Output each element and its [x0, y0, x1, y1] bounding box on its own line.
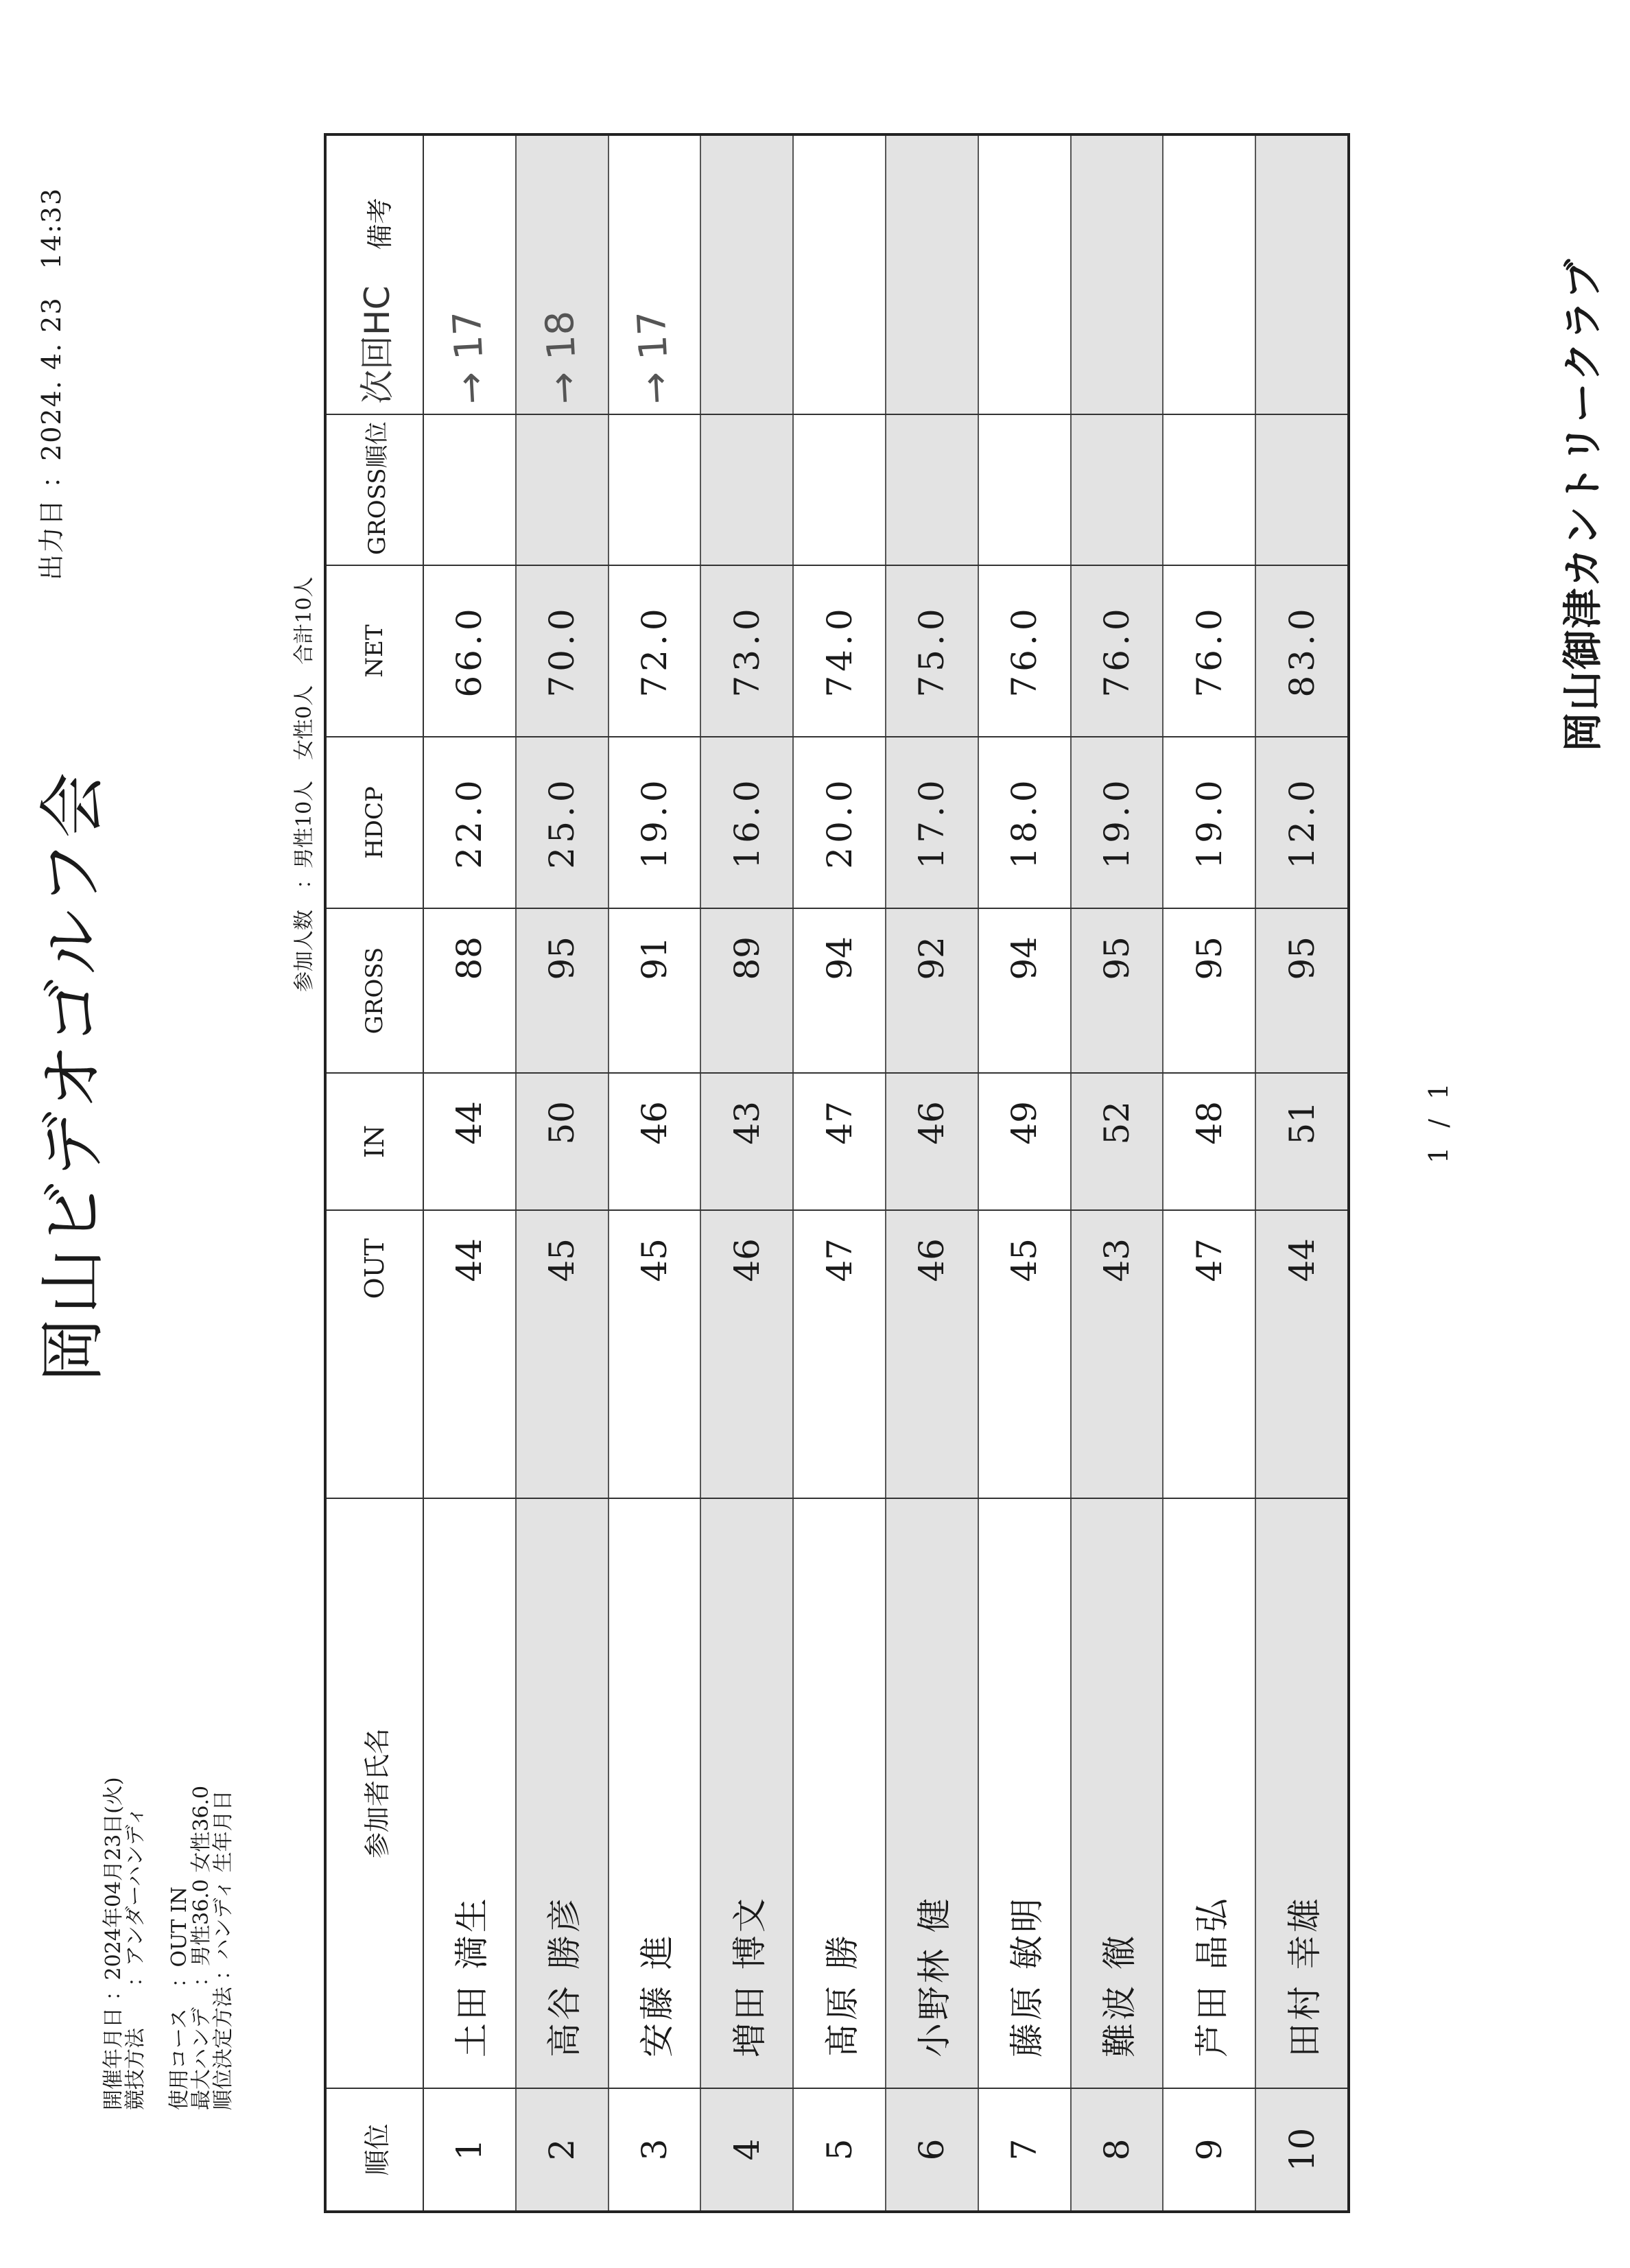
gross-rank-cell	[793, 414, 886, 565]
out-cell: 46	[886, 1210, 978, 1498]
gross-rank-cell	[609, 414, 701, 565]
name-cell: 芦田 晶弘	[1163, 1498, 1255, 2088]
remarks-cell	[423, 134, 516, 414]
table-row	[609, 134, 701, 2212]
name-cell: 藤原 敏明	[978, 1498, 1071, 2088]
table-row	[886, 134, 978, 2212]
col-header-remarks	[325, 134, 423, 414]
remarks-cell	[1071, 134, 1164, 414]
out-cell: 43	[1071, 1210, 1164, 1498]
event-info	[103, 1777, 235, 2110]
remarks-cell	[793, 134, 886, 414]
rank-cell: 1	[423, 2088, 516, 2212]
col-header-name: 参加者氏名	[325, 1498, 423, 2088]
max-handicap: 最大ハンデ ：男性36.0 女性36.0	[189, 1785, 213, 2110]
name-cell: 髙原 勝	[793, 1498, 886, 2088]
in-cell: 43	[700, 1073, 793, 1210]
name-cell: 田村 幸雄	[1255, 1498, 1349, 2088]
net-cell: 75.0	[886, 565, 978, 737]
hdcp-cell: 19.0	[1163, 737, 1255, 908]
net-cell: 83.0	[1255, 565, 1349, 737]
net-cell: 76.0	[978, 565, 1071, 737]
gross-rank-cell	[1163, 414, 1255, 565]
rank-cell: 5	[793, 2088, 886, 2212]
remarks-cell	[609, 134, 701, 414]
remarks-cell	[1163, 134, 1255, 414]
results-table	[324, 133, 1350, 2213]
hdcp-cell: 12.0	[1255, 737, 1349, 908]
gross-cell: 91	[609, 908, 701, 1073]
net-cell: 66.0	[423, 565, 516, 737]
net-cell: 74.0	[793, 565, 886, 737]
table-row	[1255, 134, 1349, 2212]
name-cell: 土田 満生	[423, 1498, 516, 2088]
hdcp-cell: 17.0	[886, 737, 978, 908]
in-cell: 46	[886, 1073, 978, 1210]
rank-cell: 10	[1255, 2088, 1349, 2212]
in-cell: 46	[609, 1073, 701, 1210]
table-row	[516, 134, 609, 2212]
hdcp-cell: 19.0	[1071, 737, 1164, 908]
hdcp-cell: 16.0	[700, 737, 793, 908]
rank-cell: 6	[886, 2088, 978, 2212]
hdcp-cell: 20.0	[793, 737, 886, 908]
out-cell: 47	[1163, 1210, 1255, 1498]
gross-cell: 95	[1071, 908, 1164, 1073]
out-cell: 47	[793, 1210, 886, 1498]
rank-cell: 2	[516, 2088, 609, 2212]
gross-cell: 94	[978, 908, 1071, 1073]
out-cell: 45	[516, 1210, 609, 1498]
table-row	[1071, 134, 1164, 2212]
out-cell: 44	[423, 1210, 516, 1498]
hdcp-cell: 22.0	[423, 737, 516, 908]
gross-cell: 94	[793, 908, 886, 1073]
remarks-cell	[700, 134, 793, 414]
net-cell: 72.0	[609, 565, 701, 737]
name-cell: 増田 博文	[700, 1498, 793, 2088]
col-header-gross: GROSS	[325, 908, 423, 1073]
handwritten-next-hc: 次回HC	[357, 285, 397, 404]
out-cell: 46	[700, 1210, 793, 1498]
hdcp-cell: 18.0	[978, 737, 1071, 908]
remarks-cell	[516, 134, 609, 414]
rank-cell: 9	[1163, 2088, 1255, 2212]
handwritten-note: → 18	[537, 309, 587, 405]
gross-cell: 95	[516, 908, 609, 1073]
course-used: 使用コース ：OUT IN	[167, 1886, 191, 2110]
in-cell: 49	[978, 1073, 1071, 1210]
gross-rank-cell	[1071, 414, 1164, 565]
net-cell: 70.0	[516, 565, 609, 737]
participant-counts: 参加人数 ：男性10人 女性0人 合計10人	[292, 576, 316, 992]
in-cell: 44	[423, 1073, 516, 1210]
table-header-row	[325, 134, 423, 2212]
remarks-cell	[1255, 134, 1349, 414]
gross-rank-cell	[516, 414, 609, 565]
col-header-rank: 順位	[325, 2088, 423, 2212]
out-cell: 44	[1255, 1210, 1349, 1498]
net-cell: 76.0	[1163, 565, 1255, 737]
competition-method: 競技方法 ：アンダーハンディ	[123, 1806, 147, 2110]
in-cell: 51	[1255, 1073, 1349, 1210]
table-row	[423, 134, 516, 2212]
output-date: 出力日 ：2024. 4. 23 14:33	[36, 187, 67, 580]
page-title: 岡山ビデオゴルフ会	[34, 769, 111, 1383]
rank-cell: 7	[978, 2088, 1071, 2212]
gross-cell: 92	[886, 908, 978, 1073]
col-header-net: NET	[325, 565, 423, 737]
in-cell: 47	[793, 1073, 886, 1210]
col-header-hdcp: HDCP	[325, 737, 423, 908]
out-cell: 45	[609, 1210, 701, 1498]
gross-rank-cell	[886, 414, 978, 565]
gross-cell: 95	[1255, 908, 1349, 1073]
in-cell: 50	[516, 1073, 609, 1210]
name-cell: 高谷 勝彦	[516, 1498, 609, 2088]
hdcp-cell: 19.0	[609, 737, 701, 908]
col-header-in: IN	[325, 1073, 423, 1210]
out-cell: 45	[978, 1210, 1071, 1498]
in-cell: 52	[1071, 1073, 1164, 1210]
col-header-gross-rank: GROSS順位	[325, 414, 423, 565]
results-rows	[423, 134, 1349, 2212]
ranking-rule: 順位決定方法 ：ハンディ 生年月日	[211, 1790, 235, 2110]
gross-cell: 88	[423, 908, 516, 1073]
net-cell: 73.0	[700, 565, 793, 737]
remarks-cell	[978, 134, 1071, 414]
gross-rank-cell	[978, 414, 1071, 565]
remarks-label: 備考	[365, 198, 395, 250]
gross-rank-cell	[700, 414, 793, 565]
name-cell: 安藤 進	[609, 1498, 701, 2088]
gross-rank-cell	[1255, 414, 1349, 565]
club-name: 岡山御津カントリークラブ	[1559, 257, 1606, 752]
table-row	[978, 134, 1071, 2212]
name-cell: 小野林 健	[886, 1498, 978, 2088]
net-cell: 76.0	[1071, 565, 1164, 737]
gross-cell: 95	[1163, 908, 1255, 1073]
rank-cell: 8	[1071, 2088, 1164, 2212]
remarks-cell	[886, 134, 978, 414]
hdcp-cell: 25.0	[516, 737, 609, 908]
table-row	[793, 134, 886, 2212]
handwritten-note: → 17	[445, 309, 495, 405]
in-cell: 48	[1163, 1073, 1255, 1210]
handwritten-note: → 17	[629, 309, 679, 405]
gross-cell: 89	[700, 908, 793, 1073]
event-date: 開催年月日 ：2024年04月23日(火)	[102, 1777, 126, 2110]
col-header-out: OUT	[325, 1210, 423, 1498]
rank-cell: 3	[609, 2088, 701, 2212]
name-cell: 難波 徹	[1071, 1498, 1164, 2088]
table-row	[1163, 134, 1255, 2212]
rank-cell: 4	[700, 2088, 793, 2212]
table-row	[700, 134, 793, 2212]
page-number: 1 / 1	[1424, 1077, 1454, 1163]
gross-rank-cell	[423, 414, 516, 565]
